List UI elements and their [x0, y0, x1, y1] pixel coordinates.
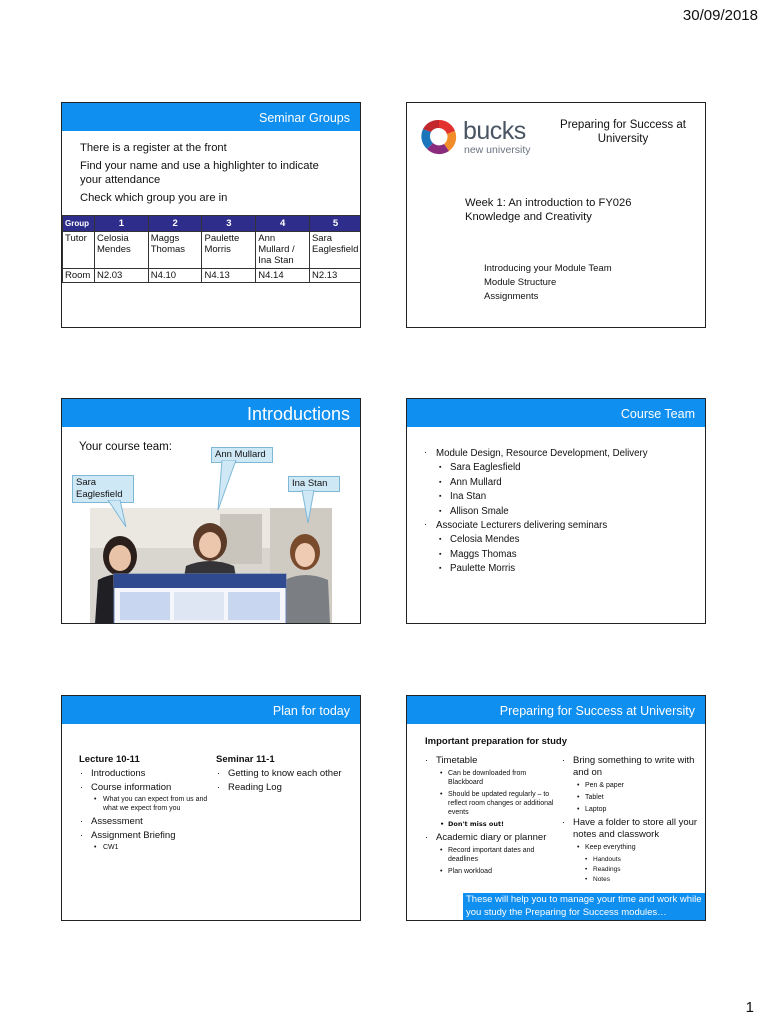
list-item: ▪ Allison Smale [422, 505, 648, 519]
callout-sara-eaglesfield: Sara Eaglesfield [72, 475, 134, 503]
table-cell: Maggs Thomas [148, 232, 202, 269]
row-label: Tutor [63, 232, 95, 269]
week-heading: Week 1: An introduction to FY026 Knowledge and Creativity [465, 197, 632, 223]
body-line: Find your name and use a highlighter to indicate your attendance [80, 159, 319, 186]
list-item: • Can be downloaded from Blackboard [424, 769, 559, 787]
table-cell: N2.13 [309, 269, 361, 283]
list-item: · Reading Log [216, 781, 356, 795]
slide-title: Preparing for Success at University [560, 119, 686, 145]
list-item: ▪ Sara Eaglesfield [422, 461, 648, 475]
list-item: · Module Design, Resource Development, Delivery [422, 447, 648, 461]
slide-seminar-groups [61, 102, 361, 328]
logo-wordmark: bucks [463, 117, 526, 145]
slide-title: Course Team [407, 399, 705, 427]
table-row [63, 269, 362, 283]
table-cell: N4.13 [202, 269, 256, 283]
list-item: · Associate Lecturers delivering seminars [422, 519, 648, 533]
summary-banner: These will help you to manage your time and work while you study the Preparing for Success modules… [463, 893, 706, 920]
list-item: · Introductions [79, 767, 209, 781]
table-header: 4 [256, 216, 310, 232]
right-column [561, 755, 701, 885]
list-item: · Have a folder to store all your notes and classwork [561, 817, 701, 841]
table-cell: Ann Mullard / Ina Stan [256, 232, 310, 269]
bullet-list [422, 447, 648, 577]
list-item: • Laptop [561, 805, 701, 814]
list-item: • CW1 [79, 843, 209, 852]
list-item: · Course information [79, 781, 209, 795]
slide-title: Seminar Groups [62, 103, 360, 131]
body-line: There is a register at the front [80, 142, 227, 154]
table-cell: Celosia Mendes [94, 232, 148, 269]
agenda-item: Assignments [484, 291, 539, 302]
seminar-column [216, 753, 356, 795]
table-cell: N2.03 [94, 269, 148, 283]
page-date: 30/09/2018 [682, 7, 758, 24]
slide-title-page [406, 102, 706, 328]
callout-ina-stan: Ina Stan [288, 476, 340, 492]
callout-pointer [212, 460, 242, 512]
page-number: 1 [745, 999, 754, 1016]
list-item: · Timetable [424, 755, 559, 767]
list-item: • Notes [561, 875, 701, 884]
list-item: ▪ Maggs Thomas [422, 548, 648, 562]
logo-subtitle: new university [464, 144, 531, 156]
list-item: ▪ Celosia Mendes [422, 533, 648, 547]
table-header: 3 [202, 216, 256, 232]
list-item: · Bring something to write with and on [561, 755, 701, 779]
list-item: • Readings [561, 865, 701, 874]
callout-ann-mullard: Ann Mullard [211, 447, 273, 463]
seminar-groups-table [62, 215, 361, 283]
slide-title: Introductions [62, 399, 360, 427]
slide-title: Preparing for Success at University [407, 696, 705, 724]
table-cell: Sara Eaglesfield [309, 232, 361, 269]
bucks-logo [419, 117, 549, 159]
list-item: · Assessment [79, 815, 209, 829]
table-header: 5 [309, 216, 361, 232]
list-item: • Record important dates and deadlines [424, 846, 559, 864]
table-cell: Paulette Morris [202, 232, 256, 269]
callout-pointer [300, 490, 320, 526]
callout-pointer [102, 500, 132, 530]
table-header: Group [63, 216, 95, 232]
table-header: 2 [148, 216, 202, 232]
list-item: ▪ Ann Mullard [422, 476, 648, 490]
list-item: · Academic diary or planner [424, 832, 559, 844]
table-cell: N4.14 [256, 269, 310, 283]
list-item: • Keep everything [561, 843, 701, 852]
list-item: ▪ Ina Stan [422, 490, 648, 504]
section-heading: Important preparation for study [425, 736, 567, 747]
team-label: Your course team: [79, 441, 172, 453]
list-item: • Should be updated regularly – to reflect room changes or additional events [424, 790, 559, 817]
bucks-logo-icon [419, 117, 459, 157]
slide-preparing-for-success [406, 695, 706, 921]
slide-introductions [61, 398, 361, 624]
slide-plan-for-today [61, 695, 361, 921]
list-item: • What you can expect from us and what we expect from you [79, 795, 209, 813]
agenda-item: Introducing your Module Team [484, 263, 612, 274]
row-label: Room [63, 269, 95, 283]
left-column [424, 755, 559, 879]
list-item: • Handouts [561, 855, 701, 864]
list-item: • Don't miss out! [424, 820, 559, 829]
agenda-list [484, 262, 612, 304]
lecture-column [79, 753, 209, 854]
list-item: ▪ Paulette Morris [422, 562, 648, 576]
list-item: • Tablet [561, 793, 701, 802]
seminar-heading: Seminar 11-1 [216, 754, 275, 765]
table-cell: N4.10 [148, 269, 202, 283]
list-item: · Getting to know each other [216, 767, 356, 781]
slide-title: Plan for today [62, 696, 360, 724]
slide-course-team [406, 398, 706, 624]
agenda-item: Module Structure [484, 277, 557, 288]
body-line: Check which group you are in [80, 191, 228, 204]
table-row [63, 232, 362, 269]
list-item: · Assignment Briefing [79, 829, 209, 843]
lecture-heading: Lecture 10-11 [79, 754, 140, 765]
list-item: • Pen & paper [561, 781, 701, 790]
table-header: 1 [94, 216, 148, 232]
slide-body [62, 131, 360, 205]
list-item: • Plan workload [424, 867, 559, 876]
